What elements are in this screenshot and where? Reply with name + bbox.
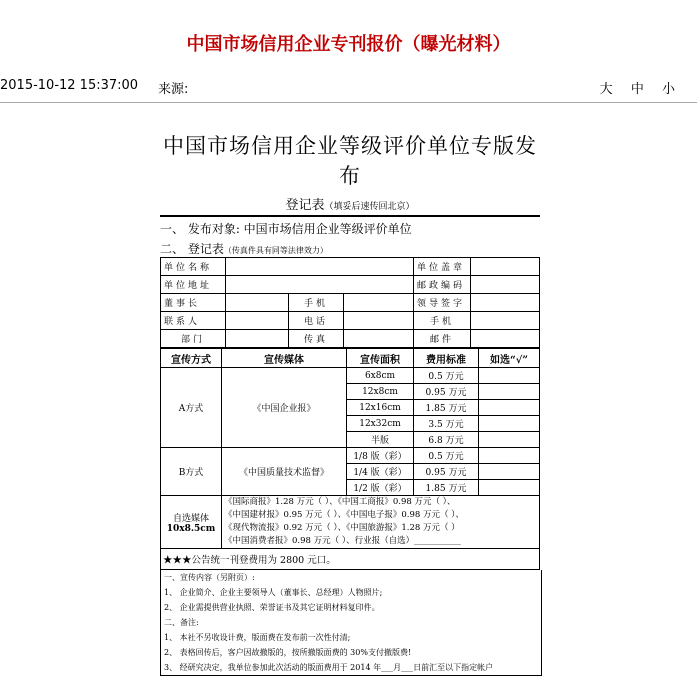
font-size-switcher [590,78,677,97]
form-value [226,276,414,294]
form-label: 邮政编码 [414,276,471,294]
form-label: 单位名称 [161,258,226,276]
form-label: 单位盖章 [414,258,471,276]
option-c-line: 《中国建材报》0.95 万元（ ）、《中国电子报》0.98 万元（ ）、 [224,510,464,520]
scanned-form [160,130,540,676]
pricing-fee: 3.5 万元 [414,416,479,432]
form-label: 电话 [289,312,344,330]
pricing-fee: 0.95 万元 [414,464,479,480]
pricing-area: 1/2 版（彩） [347,480,414,496]
announcement-fee-note: ★★★公告统一刊登费用为 2800 元口。 [161,549,540,570]
pricing-header: 宣传面积 [347,349,414,368]
form-label: 部门 [161,330,226,348]
source-label: 来源: [158,82,189,97]
pricing-select-cell[interactable] [479,448,540,464]
pricing-area: 12x32cm [347,416,414,432]
pricing-row [161,448,540,464]
section-registration-note: （传真件具有同等法律效力） [223,246,328,255]
form-title-rule [160,215,540,217]
pricing-fee: 6.8 万元 [414,432,479,448]
font-size-large-link[interactable]: 大 [599,82,615,97]
form-label: 单位地址 [161,276,226,294]
form-value [471,258,540,276]
note-line: 1、 本社不另收设计费，版面费在发布前一次性付清; [164,633,351,642]
pricing-select-cell[interactable] [479,368,540,384]
form-row [161,312,540,330]
note-line: 1、 企业简介、企业主要领导人（董事长、总经理）人物照片; [164,588,383,597]
form-value [471,276,540,294]
form-value [344,294,414,312]
note-line: 2、 表格回传后，客户因故撤版的，按所撤版面费的 30%支付撤版费! [164,648,412,657]
note-line: 二、备注: [164,618,199,627]
pricing-header-row [161,349,540,368]
pricing-area: 1/4 版（彩） [347,464,414,480]
section-registration [160,240,540,257]
option-a-media: 《中国企业报》 [222,368,347,448]
form-label: 手机 [414,312,471,330]
pricing-table [160,348,540,570]
option-a-label: A方式 [161,368,222,448]
pricing-select-cell[interactable] [479,464,540,480]
form-value [471,312,540,330]
form-value [226,258,414,276]
form-value [344,330,414,348]
form-value [344,312,414,330]
pricing-area: 12x16cm [347,400,414,416]
note-line: 3、 经研究决定，我单位参加此次活动的版面费用于 2014 年___月___日前汇至以下指定帐户 [164,663,494,672]
section-publish-target: 一、 发布对象: 中国市场信用企业等级评价单位 [160,222,412,236]
pricing-row [161,368,540,384]
pricing-select-cell[interactable] [479,416,540,432]
form-label: 联系人 [161,312,226,330]
article-title: 中国市场信用企业专刊报价（曝光材料） [186,34,511,55]
pricing-select-cell[interactable] [479,400,540,416]
form-row [161,276,540,294]
pricing-header: 宣传方式 [161,349,222,368]
pricing-area: 12x8cm [347,384,414,400]
pricing-fee: 0.5 万元 [414,448,479,464]
option-c-media-list [222,496,540,549]
pricing-area: 6x8cm [347,368,414,384]
pricing-area: 半版 [347,432,414,448]
pricing-select-cell[interactable] [479,384,540,400]
pricing-fee: 1.85 万元 [414,480,479,496]
option-c-label [161,496,222,549]
pricing-row [161,496,540,549]
option-c-title: 自选媒体 [172,513,209,524]
option-c-line: 《国际商报》1.28 万元（ ）、《中国工商报》0.98 万元（ ）、 [224,497,456,507]
option-b-media: 《中国质量技术监督》 [222,448,347,496]
note-line: 一、宣传内容（另附页）: [164,573,255,582]
font-size-small-link[interactable]: 小 [661,82,677,97]
form-row [161,330,540,348]
option-c-line: 《现代物流报》0.92 万元（ ）、《中国旅游报》1.28 万元（ ） [224,523,460,533]
pricing-select-cell[interactable] [479,432,540,448]
section-registration-text: 二、 登记表 [160,242,224,256]
publish-datetime: 2015-10-12 15:37:00 [0,78,139,93]
form-row [161,258,540,276]
header-divider [0,102,697,103]
form-row [161,294,540,312]
option-c-line: 《中国消费者报》0.98 万元（ ）、行业报（自选）___________ [224,536,461,546]
form-label: 领导签字 [414,294,471,312]
form-title: 中国市场信用企业等级评价单位专版发布 [163,134,537,188]
pricing-header: 宣传媒体 [222,349,347,368]
pricing-select-cell[interactable] [479,480,540,496]
form-label: 手机 [289,294,344,312]
registration-table [160,257,540,348]
pricing-area: 1/8 版（彩） [347,448,414,464]
pricing-row [161,549,540,570]
pricing-fee: 0.95 万元 [414,384,479,400]
form-subtitle-text: 登记表 [285,198,325,213]
option-c-size: 10x8.5cm [166,523,216,534]
form-value [226,312,289,330]
pricing-fee: 0.5 万元 [414,368,479,384]
form-subtitle-note: （填妥后速传回北京） [324,202,415,212]
pricing-header: 费用标准 [414,349,479,368]
pricing-fee: 1.85 万元 [414,400,479,416]
form-value [226,330,289,348]
form-value [471,294,540,312]
font-size-medium-link[interactable]: 中 [630,82,646,97]
pricing-header: 如选“√” [479,349,540,368]
form-label: 董事长 [161,294,226,312]
form-value [226,294,289,312]
form-subtitle [160,194,540,213]
form-notes [160,570,542,676]
form-label: 邮件 [414,330,471,348]
option-b-label: B方式 [161,448,222,496]
note-line: 2、 企业需提供营业执照、荣誉证书及其它证明材料复印件。 [164,603,380,612]
form-value [471,330,540,348]
form-label: 传真 [289,330,344,348]
